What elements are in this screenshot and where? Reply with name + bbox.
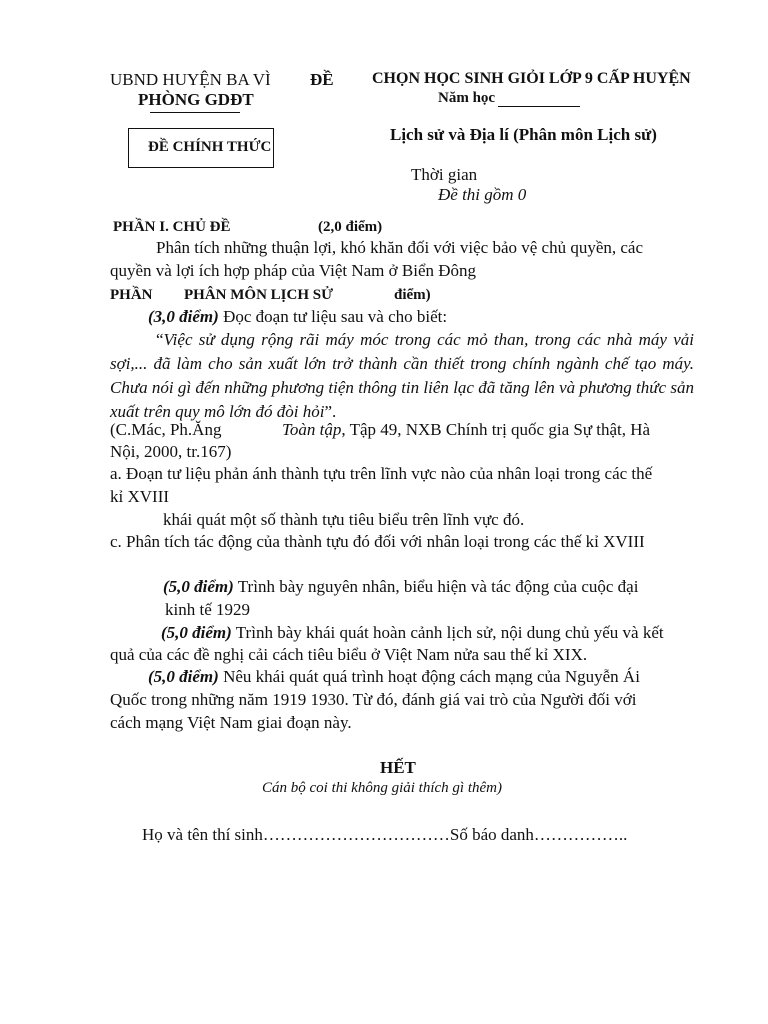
part2-heading-c: điểm) — [394, 287, 431, 303]
q4-line — [148, 667, 640, 687]
q2-text: Trình bày nguyên nhân, biểu hiện và tác động của cuộc đại — [233, 577, 639, 596]
q4-line2: Quốc trong những năm 1919 1930. Từ đó, đánh giá vai trò của Người đối với — [110, 690, 637, 709]
q1-score: (3,0 điểm) — [148, 307, 219, 326]
q2-line2: kinh tế 1929 — [165, 600, 250, 619]
part1-line1: Phân tích những thuận lợi, khó khăn đối với việc bảo vệ chủ quyền, các — [156, 238, 644, 257]
quote-paragraph — [110, 328, 694, 424]
q4-score: (5,0 điểm) — [148, 667, 219, 686]
official-label: ĐỀ CHÍNH THỨC — [148, 139, 272, 155]
q2-score: (5,0 điểm) — [163, 577, 234, 596]
part1-line2: quyền và lợi ích hợp pháp của Việt Nam ở Biển Đông — [110, 261, 477, 280]
part1-score: (2,0 điểm) — [318, 219, 383, 235]
source-a: (C.Mác, Ph.Ăng — [110, 420, 222, 439]
q3-text: Trình bày khái quát hoàn cảnh lịch sử, nội dung chủ yếu và kết — [231, 623, 664, 642]
pages-note: Đề thi gồm 0 — [438, 185, 527, 204]
exam-title: CHỌN HỌC SINH GIỎI LỚP 9 CẤP HUYỆN — [372, 70, 691, 87]
year-underline — [498, 106, 580, 107]
source-b — [282, 420, 694, 440]
source-book: Toàn tập — [282, 420, 342, 439]
quote-open: “ — [156, 330, 164, 349]
source-details: , Tập 49, NXB Chính trị quốc gia Sự thật, Hà — [341, 420, 651, 439]
source-c: Nội, 2000, tr.167) — [110, 442, 232, 461]
part2-heading-b: PHÂN MÔN LỊCH SỬ — [184, 287, 334, 303]
dept-name: PHÒNG GDĐT — [138, 90, 254, 109]
q3-line2: quả của các đề nghị cải cách tiêu biểu ở Việt Nam nửa sau thế kỉ XIX. — [110, 645, 588, 664]
part1-heading: PHẦN I. CHỦ ĐỀ — [113, 219, 231, 235]
org-name: UBND HUYỆN BA VÌ — [110, 70, 271, 89]
end-marker: HẾT — [380, 758, 416, 777]
q1-text: Đọc đoạn tư liệu sau và cho biết: — [218, 307, 448, 326]
dept-underline — [150, 112, 240, 113]
time-label: Thời gian — [411, 165, 478, 184]
quote-text: Việc sử dụng rộng rãi máy móc trong các mỏ than, trong các nhà máy vải sợi,... đã làm cho sản xuất lớn trở thành cần thiết trong chính ngành chế tạo máy. Chưa nói gì đến những phương tiện thông tin liên lạc đã tăng lên và phương thức sản xuất trên quy mô lớn đó đòi hỏi — [110, 330, 694, 421]
q3-line — [161, 623, 664, 643]
quote-close: ”. — [324, 402, 337, 421]
invigilator-note: Cán bộ coi thi không giải thích gì thêm) — [262, 780, 502, 796]
q4-line3: cách mạng Việt Nam giai đoạn này. — [110, 713, 352, 732]
subject-title: Lịch sử và Địa lí (Phân môn Lịch sử) — [390, 125, 657, 144]
q1-line — [148, 307, 447, 327]
question-a-cont: kỉ XVIII — [110, 487, 170, 506]
question-c: c. Phân tích tác động của thành tựu đó đối với nhân loại trong các thế kỉ XVIII — [110, 532, 645, 551]
question-a: a. Đoạn tư liệu phản ánh thành tựu trên lĩnh vực nào của nhân loại trong các thế — [110, 464, 653, 483]
de-label: ĐỀ — [310, 70, 334, 89]
candidate-line: Họ và tên thí sinh……………………………Số báo danh…………….. — [142, 825, 628, 844]
part2-heading-a: PHẦN — [110, 287, 153, 303]
year-label: Năm học — [438, 90, 496, 106]
q4-text: Nêu khái quát quá trình hoạt động cách mạng của Nguyễn Ái — [218, 667, 640, 686]
q2-line — [163, 577, 638, 597]
question-b: khái quát một số thành tựu tiêu biểu trên lĩnh vực đó. — [163, 510, 525, 529]
q3-score: (5,0 điểm) — [161, 623, 232, 642]
